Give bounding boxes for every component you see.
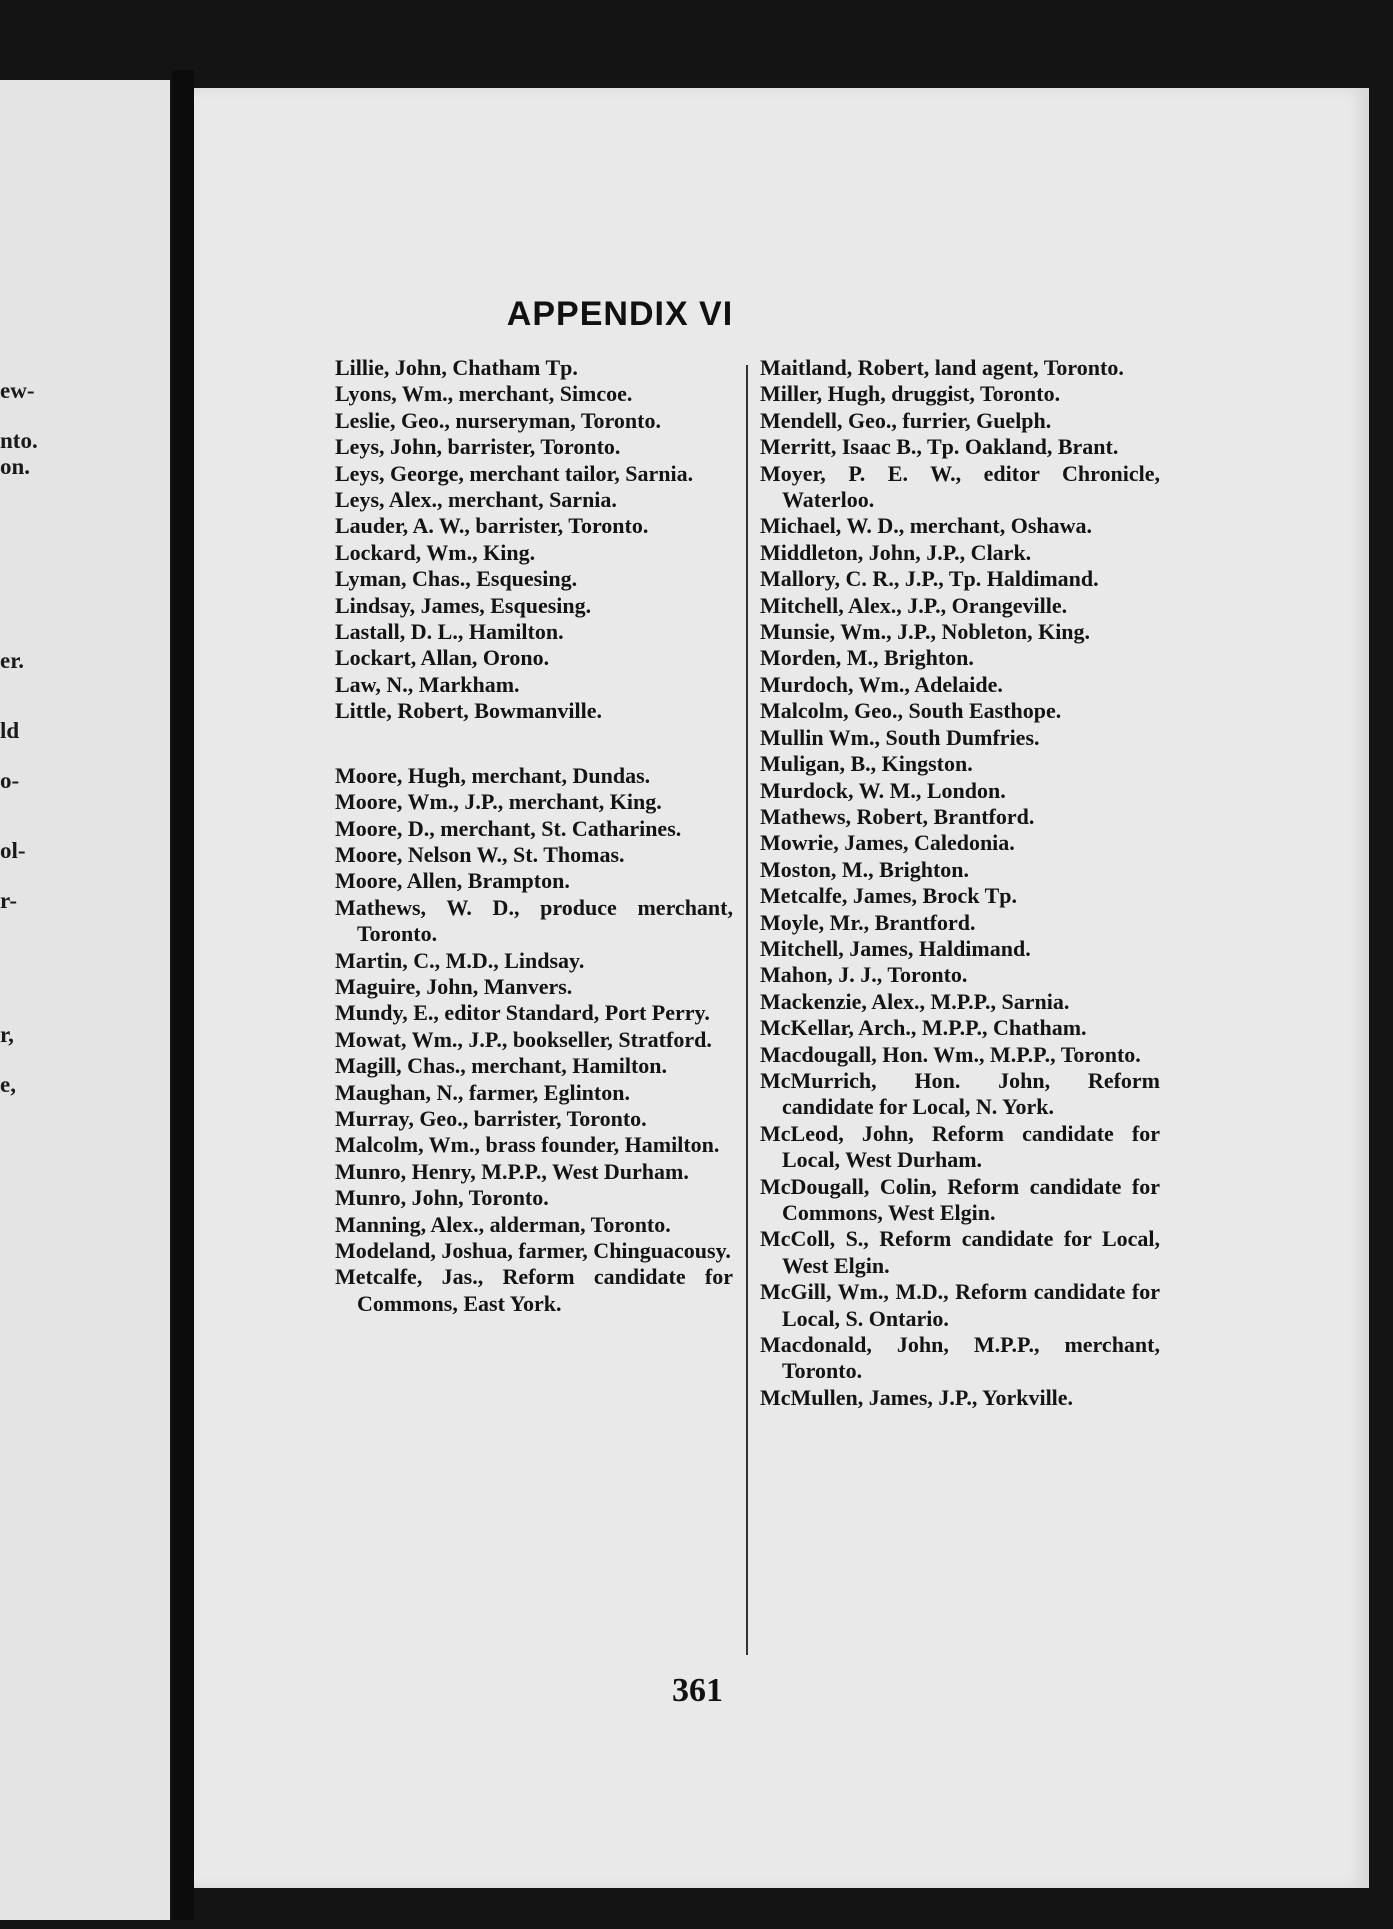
left-column	[335, 355, 733, 1317]
directory-entry: Miller, Hugh, druggist, Toronto.	[760, 381, 1061, 407]
directory-entry: Leys, Alex., merchant, Sarnia.	[335, 487, 617, 513]
directory-entry: Lindsay, James, Esquesing.	[335, 592, 592, 618]
directory-entry: Middleton, John, J.P., Clark.	[760, 539, 1032, 565]
directory-entry: Michael, W. D., merchant, Oshawa.	[760, 513, 1093, 539]
directory-entry: Metcalfe, James, Brock Tp.	[760, 883, 1018, 909]
directory-entry: Malcolm, Wm., brass founder, Hamilton.	[335, 1132, 720, 1158]
facing-page-text-fragment: ew-	[0, 378, 35, 403]
directory-entry: Leys, George, merchant tailor, Sarnia.	[335, 460, 694, 486]
directory-entry: Metcalfe, Jas., Reform candidate for Commons, East York.	[335, 1264, 733, 1316]
directory-entry: Murdoch, Wm., Adelaide.	[760, 671, 1003, 697]
directory-entry: Lillie, John, Chatham Tp.	[335, 355, 578, 380]
directory-entry: McLeod, John, Reform candidate for Local, West Durham.	[760, 1120, 1160, 1173]
directory-entry: Mallory, C. R., J.P., Tp. Haldimand.	[760, 566, 1099, 592]
directory-entry: Munro, John, Toronto.	[335, 1185, 549, 1211]
directory-entry: Malcolm, Geo., South Easthope.	[760, 698, 1062, 724]
directory-entry: Little, Robert, Bowmanville.	[335, 698, 603, 724]
directory-entry: McColl, S., Reform candidate for Local, West Elgin.	[760, 1226, 1160, 1278]
directory-entry: Moore, Wm., J.P., merchant, King.	[335, 789, 662, 815]
page-number: 361	[672, 1672, 723, 1709]
directory-entry: Mitchell, James, Haldimand.	[760, 935, 1031, 961]
directory-entry: Moore, Nelson W., St. Thomas.	[335, 841, 625, 867]
directory-entry: Mendell, Geo., furrier, Guelph.	[760, 407, 1052, 433]
directory-entry: Mowrie, James, Caledonia.	[760, 830, 1015, 856]
directory-entry: Maughan, N., farmer, Eglinton.	[335, 1079, 630, 1105]
directory-entry: Lyman, Chas., Esquesing.	[335, 566, 578, 592]
directory-entry: McGill, Wm., M.D., Reform candidate for Local, S. Ontario.	[760, 1279, 1160, 1331]
facing-page-text-fragment: ld	[0, 718, 20, 743]
directory-entry: Murray, Geo., barrister, Toronto.	[335, 1105, 647, 1131]
directory-entry: Moyer, P. E. W., editor Chronicle, Waterloo.	[760, 460, 1160, 513]
directory-entry: Macdonald, John, M.P.P., merchant, Toronto.	[760, 1332, 1160, 1384]
directory-entry: Leslie, Geo., nurseryman, Toronto.	[335, 407, 661, 433]
directory-entry: Mullin Wm., South Dumfries.	[760, 724, 1040, 750]
directory-entry: Lauder, A. W., barrister, Toronto.	[335, 513, 649, 539]
directory-entry: Manning, Alex., alderman, Toronto.	[335, 1211, 671, 1237]
directory-entry: Law, N., Markham.	[335, 671, 520, 697]
directory-entry: Lockart, Allan, Orono.	[335, 645, 550, 671]
facing-page-text-fragment: o-	[0, 768, 20, 793]
directory-entry: Munro, Henry, M.P.P., West Durham.	[335, 1158, 689, 1184]
directory-entry: Magill, Chas., merchant, Hamilton.	[335, 1053, 668, 1079]
directory-entry: Moore, Allen, Brampton.	[335, 868, 570, 894]
facing-page-text-fragment: ol-	[0, 838, 26, 863]
directory-entry: Mahon, J. J., Toronto.	[760, 962, 968, 988]
facing-page-text-fragment: er.	[0, 648, 25, 673]
directory-entry: Macdougall, Hon. Wm., M.P.P., Toronto.	[760, 1041, 1141, 1067]
facing-page-text-fragment: r-	[0, 888, 18, 913]
directory-entry: Lockard, Wm., King.	[335, 539, 536, 565]
directory-entry: Maitland, Robert, land agent, Toronto.	[760, 355, 1124, 380]
facing-page-text-fragment: r,	[0, 1022, 14, 1047]
directory-entry: Lastall, D. L., Hamilton.	[335, 619, 564, 645]
column-divider	[746, 365, 748, 1655]
directory-entry: Mitchell, Alex., J.P., Orangeville.	[760, 592, 1068, 618]
directory-entry: Martin, C., M.D., Lindsay.	[335, 947, 585, 973]
facing-page-text-fragment: on.	[0, 454, 31, 479]
directory-entry: Leys, John, barrister, Toronto.	[335, 434, 621, 460]
directory-entry: McMurrich, Hon. John, Reform candidate for Local, N. York.	[760, 1067, 1160, 1120]
directory-entry: Mundy, E., editor Standard, Port Perry.	[335, 1000, 710, 1026]
facing-page-text-fragment: e,	[0, 1072, 16, 1097]
directory-entry: Modeland, Joshua, farmer, Chinguacousy.	[335, 1238, 731, 1263]
directory-entry: Munsie, Wm., J.P., Nobleton, King.	[760, 619, 1091, 645]
directory-entry: Muligan, B., Kingston.	[760, 751, 973, 777]
directory-entry: McDougall, Colin, Reform candidate for Commons, West Elgin.	[760, 1173, 1160, 1225]
directory-entry: Mathews, Robert, Brantford.	[760, 803, 1035, 829]
directory-entry: McMullen, James, J.P., Yorkville.	[760, 1384, 1074, 1410]
directory-entry: Moore, Hugh, merchant, Dundas.	[335, 762, 651, 788]
facing-page-edge	[0, 80, 170, 1920]
directory-entry: Moston, M., Brighton.	[760, 856, 969, 882]
directory-entry: Moyle, Mr., Brantford.	[760, 909, 976, 935]
directory-entry: Mowat, Wm., J.P., bookseller, Stratford.	[335, 1026, 712, 1052]
right-column	[760, 355, 1160, 1411]
directory-entry: Maguire, John, Manvers.	[335, 973, 573, 999]
directory-entry: Mathews, W. D., produce merchant, Toronto.	[335, 894, 733, 947]
directory-entry: Merritt, Isaac B., Tp. Oakland, Brant.	[760, 434, 1119, 460]
directory-entry: Lyons, Wm., merchant, Simcoe.	[335, 381, 633, 407]
directory-entry: Mackenzie, Alex., M.P.P., Sarnia.	[760, 988, 1070, 1014]
book-spine	[172, 70, 194, 1920]
directory-entry: McKellar, Arch., M.P.P., Chatham.	[760, 1015, 1087, 1041]
directory-entry: Moore, D., merchant, St. Catharines.	[335, 815, 682, 841]
facing-page-text-fragment: nto.	[0, 428, 38, 453]
directory-entry: Morden, M., Brighton.	[760, 645, 974, 671]
page-title: APPENDIX VI	[506, 295, 734, 333]
directory-entry: Murdock, W. M., London.	[760, 777, 1006, 803]
section-gap	[335, 725, 733, 763]
